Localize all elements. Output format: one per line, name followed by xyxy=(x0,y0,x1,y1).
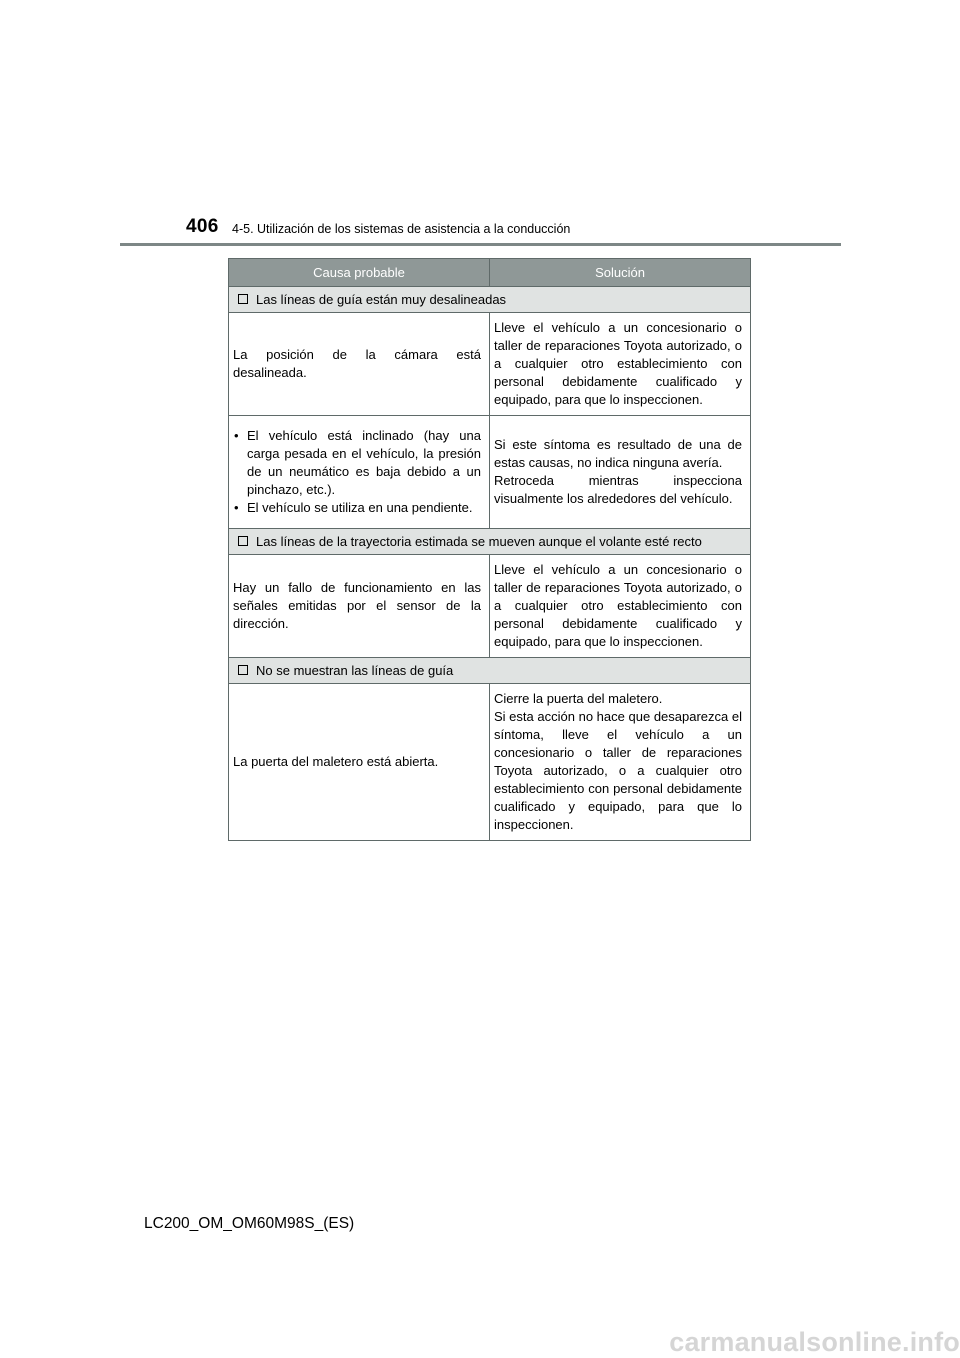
troubleshooting-table xyxy=(228,258,751,841)
group-heading xyxy=(229,287,751,313)
cause-cell xyxy=(229,416,490,529)
checkbox-icon xyxy=(238,294,248,304)
list-item: • El vehículo está inclinado (hay una carga pesada en el vehículo, la presión de un neumático es baja debido a un pinchazo, etc.). xyxy=(233,427,481,499)
solution-text: Si este síntoma es resultado de una de estas causas, no indica ninguna avería. xyxy=(494,437,742,470)
header-divider xyxy=(120,243,841,246)
solution-text: Si esta acción no hace que desaparezca el síntoma, lleve el vehículo a un concesionario o taller de reparaciones Toyota autorizado, o a cualquier otro establecimiento con personal debidamente cualificado y equipado, para que lo inspeccionen. xyxy=(494,709,742,832)
cause-cell: La posición de la cámara está desalineada. xyxy=(229,313,490,416)
document-code: LC200_OM_OM60M98S_(ES) xyxy=(144,1215,355,1232)
solution-cell xyxy=(490,684,751,841)
solution-cell xyxy=(490,313,751,416)
checkbox-icon xyxy=(238,536,248,546)
column-header-cause: Causa probable xyxy=(229,259,490,287)
column-header-solution: Solución xyxy=(490,259,751,287)
table-row xyxy=(229,555,751,658)
table-row xyxy=(229,684,751,841)
section-title: 4-5. Utilización de los sistemas de asistencia a la conducción xyxy=(232,222,571,236)
group-row xyxy=(229,658,751,684)
page-number: 406 xyxy=(186,216,219,237)
solution-text: Lleve el vehículo a un concesionario o taller de reparaciones Toyota autorizado, o a cualquier otro establecimiento con personal debidamente cualificado y equipado, para que lo inspeccionen. xyxy=(494,562,742,649)
cause-bullet-list xyxy=(233,427,481,517)
group-row xyxy=(229,529,751,555)
table-row xyxy=(229,416,751,529)
watermark[interactable]: carmanualsonline.info xyxy=(669,1327,960,1357)
solution-text: Retroceda mientras inspecciona visualmente los alrededores del vehículo. xyxy=(494,473,742,506)
cause-cell: La puerta del maletero está abierta. xyxy=(229,684,490,841)
checkbox-icon xyxy=(238,665,248,675)
group-heading xyxy=(229,529,751,555)
group-title: Las líneas de la trayectoria estimada se mueven aunque el volante esté recto xyxy=(256,533,702,549)
solution-text: Cierre la puerta del maletero. xyxy=(494,691,663,706)
group-title: Las líneas de guía están muy desalineadas xyxy=(256,291,507,307)
solution-cell xyxy=(490,416,751,529)
table-row xyxy=(229,313,751,416)
group-heading xyxy=(229,658,751,684)
group-title: No se muestran las líneas de guía xyxy=(256,662,454,678)
list-item: • El vehículo se utiliza en una pendiente. xyxy=(233,499,481,517)
solution-text: Lleve el vehículo a un concesionario o taller de reparaciones Toyota autorizado, o a cualquier otro establecimiento con personal debidamente cualificado y equipado, para que lo inspeccionen. xyxy=(494,320,742,407)
table-header-row xyxy=(229,259,751,287)
solution-cell xyxy=(490,555,751,658)
group-row xyxy=(229,287,751,313)
cause-cell: Hay un fallo de funcionamiento en las señales emitidas por el sensor de la dirección. xyxy=(229,555,490,658)
